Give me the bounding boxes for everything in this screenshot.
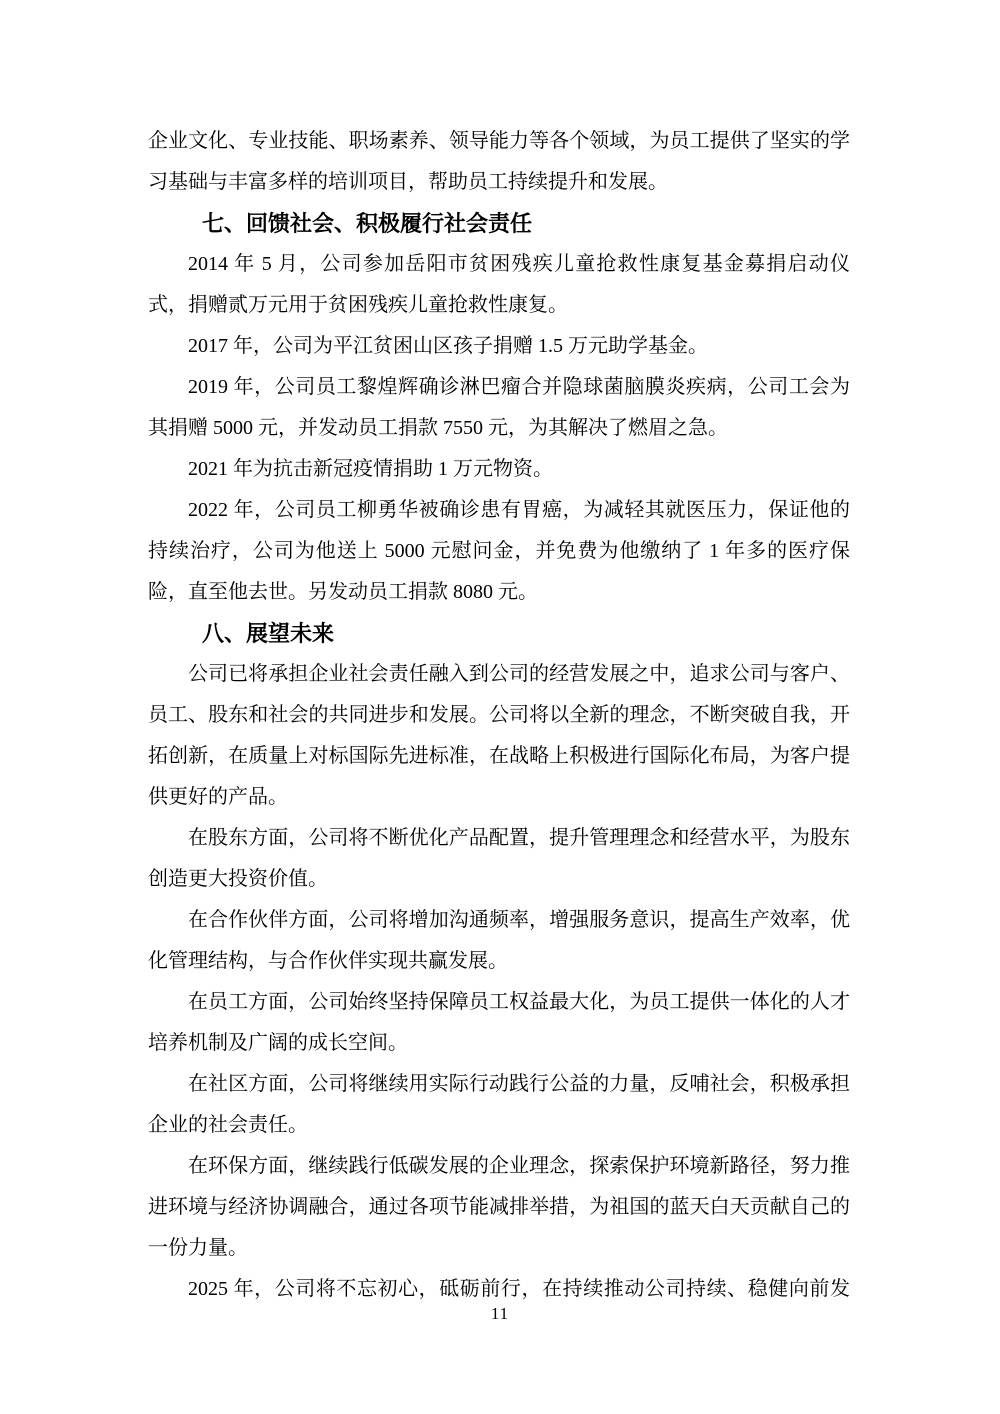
document-body <box>148 121 850 1310</box>
section-7-heading: 七、回馈社会、积极履行社会责任 <box>202 211 533 236</box>
paragraph-shareholders: 在股东方面，公司将不断优化产品配置，提升管理理念和经营水平，为股东创造更大投资价值。 <box>148 827 850 890</box>
page-footer <box>0 1304 1000 1324</box>
paragraph-2017-donation: 2017 年，公司为平江贫困山区孩子捐赠 1.5 万元助学基金。 <box>188 335 708 357</box>
paragraph-2025-outlook: 2025 年，公司将不忘初心，砥砺前行，在持续推动公司持续、稳健向前发 <box>188 1278 850 1300</box>
paragraph-employees: 在员工方面，公司始终坚持保障员工权益最大化，为员工提供一体化的人才培养机制及广阔的成长空间。 <box>148 991 850 1054</box>
paragraph-2022-employee-aid: 2022 年，公司员工柳勇华被确诊患有胃癌，为减轻其就医压力，保证他的持续治疗，公司为他送上 5000 元慰问金，并免费为他缴纳了 1 年多的医疗保险，直至他去世。另发动员工捐款 8080 元。 <box>148 499 850 603</box>
paragraph-partners: 在合作伙伴方面，公司将增加沟通频率，增强服务意识，提高生产效率，优化管理结构，与合作伙伴实现共赢发展。 <box>148 909 850 972</box>
paragraph-community: 在社区方面，公司将继续用实际行动践行公益的力量，反哺社会，积极承担企业的社会责任。 <box>148 1073 850 1136</box>
paragraph-outlook-overview: 公司已将承担企业社会责任融入到公司的经营发展之中，追求公司与客户、员工、股东和社会的共同进步和发展。公司将以全新的理念，不断突破自我，开拓创新，在质量上对标国际先进标准，在战略上积极进行国际化布局，为客户提供更好的产品。 <box>148 663 850 808</box>
section-8-heading: 八、展望未来 <box>202 621 335 646</box>
paragraph-2021-covid-donation: 2021 年为抗击新冠疫情捐助 1 万元物资。 <box>188 458 553 480</box>
page-number: 11 <box>490 1304 510 1323</box>
paragraph-2014-donation: 2014 年 5 月，公司参加岳阳市贫困残疾儿童抢救性康复基金募捐启动仪式，捐赠贰万元用于贫困残疾儿童抢救性康复。 <box>148 253 850 316</box>
paragraph-2019-employee-aid: 2019 年，公司员工黎煌辉确诊淋巴瘤合并隐球菌脑膜炎疾病，公司工会为其捐赠 5000 元，并发动员工捐款 7550 元，为其解决了燃眉之急。 <box>148 376 850 439</box>
paragraph-environment: 在环保方面，继续践行低碳发展的企业理念，探索保护环境新路径，努力推进环境与经济协调融合，通过各项节能减排举措，为祖国的蓝天白天贡献自己的一份力量。 <box>148 1155 850 1259</box>
paragraph-continuation: 企业文化、专业技能、职场素养、领导能力等各个领域，为员工提供了坚实的学习基础与丰富多样的培训项目，帮助员工持续提升和发展。 <box>148 130 850 193</box>
